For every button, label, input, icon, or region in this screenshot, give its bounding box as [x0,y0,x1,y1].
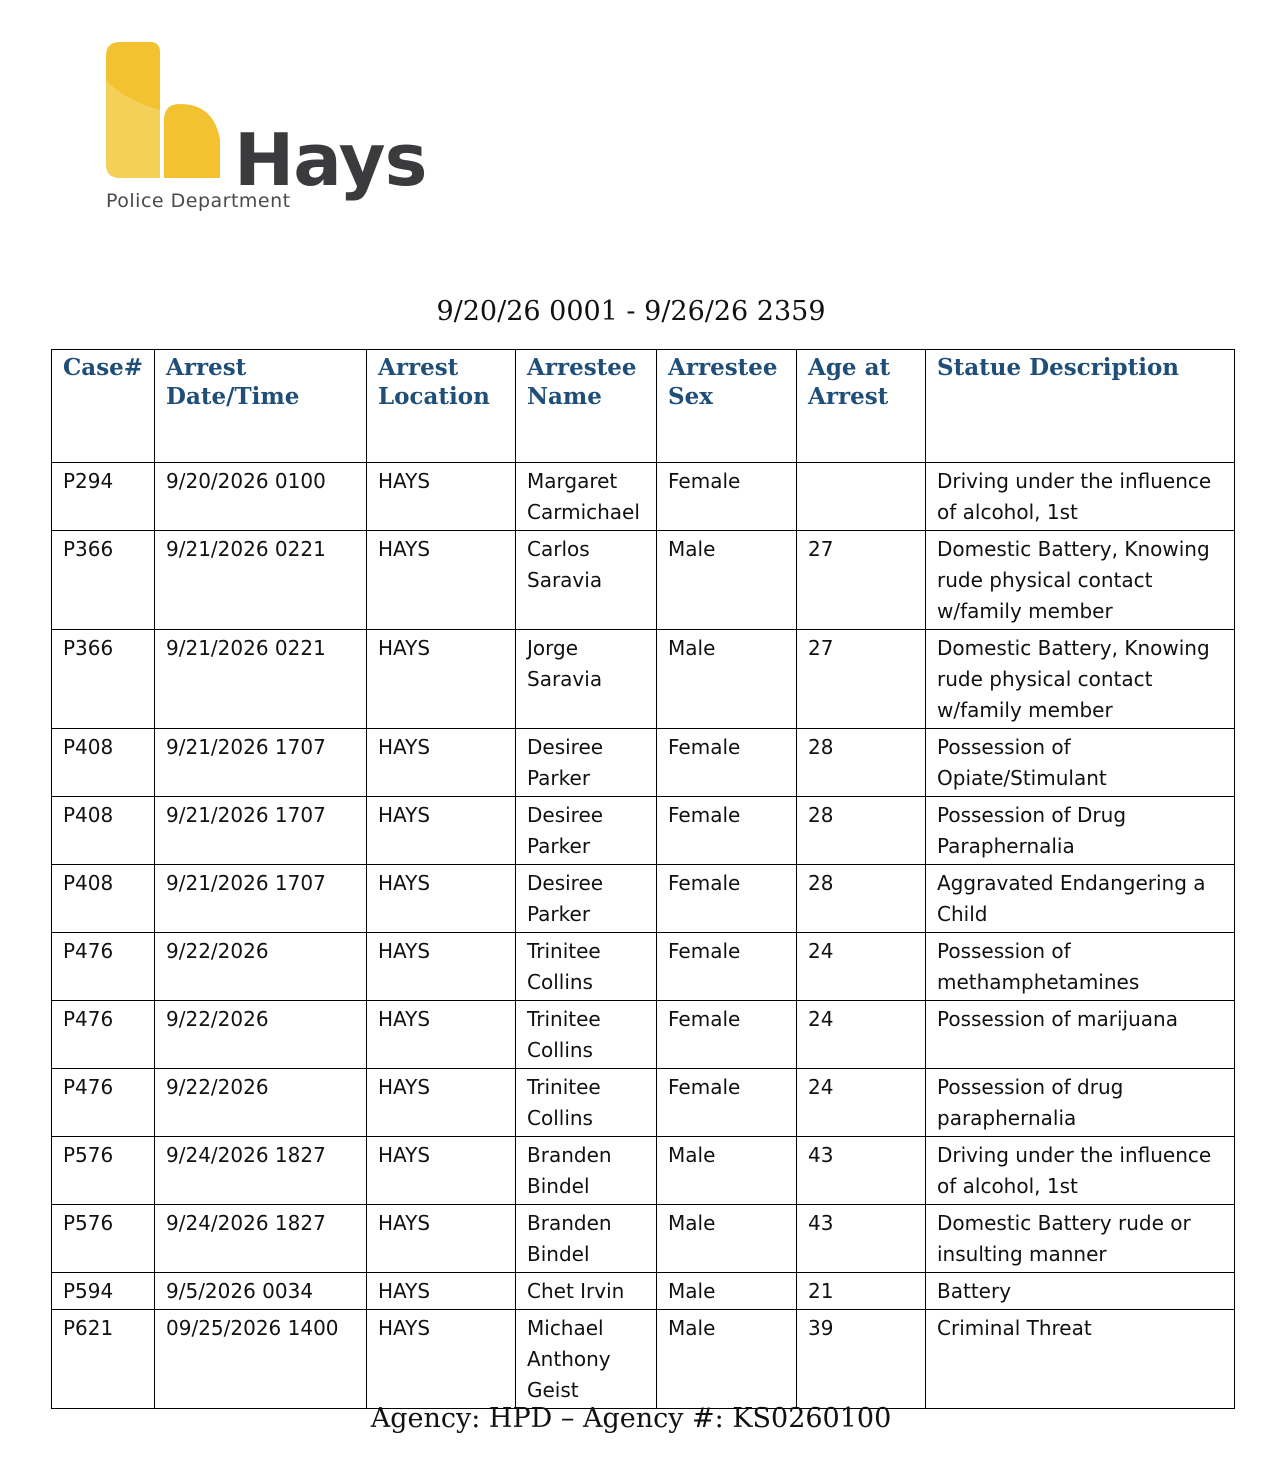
cell-location: HAYS [367,729,516,797]
cell-arrest-datetime: 9/24/2026 1827 [155,1205,367,1273]
report-date-range: 9/20/26 0001 - 9/26/26 2359 [436,296,826,327]
cell-age: 24 [797,933,926,1001]
cell-location: HAYS [367,531,516,630]
table-row [52,531,1235,630]
cell-sex: Female [657,797,797,865]
cell-arrest-datetime: 9/5/2026 0034 [155,1273,367,1310]
cell-sex: Female [657,463,797,531]
cell-arrest-datetime: 9/22/2026 [155,933,367,1001]
cell-name: Desiree Parker [516,797,657,865]
cell-name: Trinitee Collins [516,1001,657,1069]
cell-sex: Female [657,865,797,933]
table-row [52,797,1235,865]
cell-age: 24 [797,1001,926,1069]
cell-sex: Male [657,531,797,630]
cell-age: 27 [797,531,926,630]
cell-case: P476 [52,1001,155,1069]
hays-logo-mark-icon [104,40,234,190]
hays-pd-logo [104,40,454,220]
cell-case: P576 [52,1205,155,1273]
cell-statute: Possession of drug paraphernalia [926,1069,1235,1137]
col-header-case: Case# [52,350,155,463]
cell-arrest-datetime: 9/20/2026 0100 [155,463,367,531]
table-body [52,463,1235,1409]
cell-case: P476 [52,1069,155,1137]
cell-statute: Driving under the influence of alcohol, 1st [926,1137,1235,1205]
cell-location: HAYS [367,630,516,729]
cell-name: Branden Bindel [516,1137,657,1205]
agency-footer: Agency: HPD – Agency #: KS0260100 [370,1403,892,1434]
cell-arrest-datetime: 9/21/2026 0221 [155,630,367,729]
table-row [52,1137,1235,1205]
cell-location: HAYS [367,933,516,1001]
cell-name: Trinitee Collins [516,933,657,1001]
cell-case: P476 [52,933,155,1001]
cell-age: 27 [797,630,926,729]
cell-age: 28 [797,865,926,933]
cell-arrest-datetime: 9/21/2026 1707 [155,729,367,797]
cell-location: HAYS [367,1069,516,1137]
cell-sex: Male [657,630,797,729]
cell-name: Branden Bindel [516,1205,657,1273]
table-row [52,729,1235,797]
cell-sex: Male [657,1273,797,1310]
table-row [52,463,1235,531]
cell-location: HAYS [367,1001,516,1069]
table-row [52,1273,1235,1310]
cell-location: HAYS [367,1205,516,1273]
cell-statute: Possession of Drug Paraphernalia [926,797,1235,865]
cell-location: HAYS [367,463,516,531]
cell-arrest-datetime: 9/24/2026 1827 [155,1137,367,1205]
cell-name: Desiree Parker [516,865,657,933]
cell-age: 43 [797,1205,926,1273]
cell-case: P294 [52,463,155,531]
table-row [52,1205,1235,1273]
cell-age: 21 [797,1273,926,1310]
cell-arrest-datetime: 09/25/2026 1400 [155,1310,367,1409]
cell-sex: Female [657,1001,797,1069]
cell-statute: Driving under the influence of alcohol, 1st [926,463,1235,531]
col-header-arrestee-name: Arrestee Name [516,350,657,463]
cell-statute: Possession of Opiate/Stimulant [926,729,1235,797]
cell-statute: Domestic Battery, Knowing rude physical contact w/family member [926,630,1235,729]
cell-name: Jorge Saravia [516,630,657,729]
cell-case: P366 [52,531,155,630]
arrests-table [51,349,1235,1409]
cell-age: 39 [797,1310,926,1409]
cell-sex: Female [657,933,797,1001]
cell-statute: Domestic Battery rude or insulting manner [926,1205,1235,1273]
table-row [52,630,1235,729]
logo-wordmark: Hays [234,118,427,202]
cell-age: 28 [797,797,926,865]
cell-case: P576 [52,1137,155,1205]
cell-statute: Possession of methamphetamines [926,933,1235,1001]
cell-location: HAYS [367,797,516,865]
cell-statute: Possession of marijuana [926,1001,1235,1069]
cell-location: HAYS [367,865,516,933]
table-header-row [52,350,1235,463]
logo-subtitle: Police Department [106,190,291,212]
cell-arrest-datetime: 9/22/2026 [155,1001,367,1069]
cell-name: Chet Irvin [516,1273,657,1310]
cell-arrest-datetime: 9/21/2026 0221 [155,531,367,630]
cell-statute: Criminal Threat [926,1310,1235,1409]
cell-statute: Battery [926,1273,1235,1310]
cell-name: Margaret Carmichael [516,463,657,531]
table-row [52,1001,1235,1069]
cell-name: Trinitee Collins [516,1069,657,1137]
cell-age: 24 [797,1069,926,1137]
table-row [52,1069,1235,1137]
cell-age: 43 [797,1137,926,1205]
table-row [52,1310,1235,1409]
cell-location: HAYS [367,1310,516,1409]
cell-case: P408 [52,865,155,933]
cell-sex: Male [657,1205,797,1273]
cell-arrest-datetime: 9/21/2026 1707 [155,797,367,865]
cell-name: Carlos Saravia [516,531,657,630]
cell-arrest-datetime: 9/22/2026 [155,1069,367,1137]
cell-location: HAYS [367,1273,516,1310]
cell-age [797,463,926,531]
cell-case: P408 [52,729,155,797]
cell-sex: Female [657,729,797,797]
cell-arrest-datetime: 9/21/2026 1707 [155,865,367,933]
col-header-arrestee-sex: Arrestee Sex [657,350,797,463]
cell-sex: Male [657,1310,797,1409]
cell-statute: Domestic Battery, Knowing rude physical contact w/family member [926,531,1235,630]
cell-case: P594 [52,1273,155,1310]
col-header-age: Age at Arrest [797,350,926,463]
cell-case: P408 [52,797,155,865]
cell-case: P366 [52,630,155,729]
cell-sex: Male [657,1137,797,1205]
col-header-statute: Statue Description [926,350,1235,463]
table-row [52,865,1235,933]
cell-statute: Aggravated Endangering a Child [926,865,1235,933]
cell-location: HAYS [367,1137,516,1205]
col-header-arrest-location: Arrest Location [367,350,516,463]
cell-name: Desiree Parker [516,729,657,797]
col-header-arrest-datetime: Arrest Date/Time [155,350,367,463]
cell-case: P621 [52,1310,155,1409]
table-row [52,933,1235,1001]
cell-sex: Female [657,1069,797,1137]
cell-age: 28 [797,729,926,797]
cell-name: Michael Anthony Geist [516,1310,657,1409]
